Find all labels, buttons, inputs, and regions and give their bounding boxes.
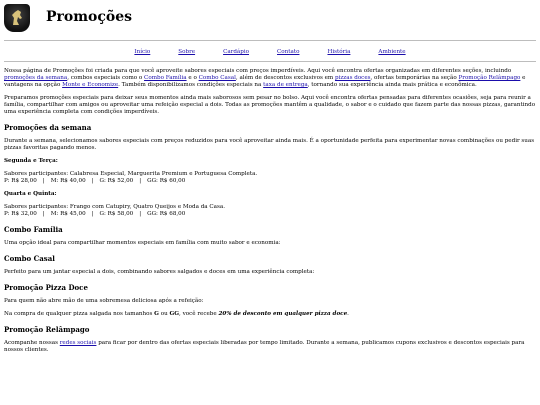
price-m: M: R$ 45,00: [50, 211, 86, 217]
week-description: Durante a semana, selecionamos sabores especiais com preços reduzidos para você aproveitar ainda mais. É a oportunidade perfeita para experimentar novas combinações ou pedir suas pizzas favoritas pagando menos.: [4, 138, 535, 151]
day-heading-mon-tue: Segunda e Terça:: [4, 158, 58, 164]
intro-text: , ofertas temporárias na seção: [370, 75, 459, 81]
price-g: G: R$ 52,00: [99, 178, 134, 184]
link-combo-familia[interactable]: Combo Família: [144, 75, 187, 81]
offer-text: Na compra de qualquer pizza salgada nos tamanhos: [4, 311, 155, 317]
intro-paragraph-2: Preparamos promoções especiais para deixar seus momentos ainda mais saborosos sem pesar no bolso. Aqui você encontra ofertas pensadas para diferentes ocasiões, seja para reunir a família, compartilhar com amigos ou aproveitar uma refeição especial a dois. Todas as promoções mantêm a qualidade, o sabor e o cuidado que fazem parte das nossas pizzas, garantindo uma experiência completa com condições imperdíveis.: [4, 95, 536, 115]
horse-emblem-icon: [7, 7, 27, 29]
nav-link-ambiente[interactable]: Ambiente: [378, 49, 406, 55]
relampago-text: Acompanhe nossas: [4, 340, 60, 346]
combo-casal-description: Perfeito para um jantar especial a dois, combinando sabores salgados e doces em uma experiência completa:: [4, 269, 315, 275]
price-g: G: R$ 58,00: [99, 211, 134, 217]
price-list: [4, 211, 191, 217]
intro-text: , além de descontos exclusivos em: [235, 75, 335, 81]
link-promocoes-semana[interactable]: promoções da semana: [4, 75, 68, 81]
discount-text: 20% de desconto em qualquer pizza doce: [218, 311, 348, 317]
day-heading-wed-thu: Quarta e Quinta:: [4, 191, 57, 197]
price-m: M: R$ 40,00: [50, 178, 86, 184]
price-separator: |: [139, 211, 142, 217]
nav-link-contato[interactable]: Contato: [277, 49, 300, 55]
offer-text: , você recebe: [179, 311, 219, 317]
relampago-text: para ficar por dentro das ofertas especiais liberadas por tempo limitado. Durante a semana, publicamos cupons exclusivos e descontos especiais para nossos clientes.: [4, 340, 525, 353]
logo: [4, 4, 30, 32]
price-list: [4, 178, 191, 184]
link-promocao-relampago[interactable]: Promoção Relâmpago: [458, 75, 521, 81]
nav-link-sobre[interactable]: Sobre: [178, 49, 196, 55]
offer-text: ou: [158, 311, 170, 317]
price-p: P: R$ 28,00: [4, 178, 37, 184]
page-title: Promoções: [46, 9, 133, 25]
link-combo-casal[interactable]: Combo Casal: [198, 75, 236, 81]
size-gg: GG: [169, 311, 180, 317]
link-pizzas-doces[interactable]: pizzas doces: [334, 75, 371, 81]
section-heading-relampago: Promoção Relâmpago: [4, 325, 90, 334]
day-offer-wed-thu: [4, 204, 536, 218]
size-g: G: [154, 311, 159, 317]
relampago-description: [4, 340, 536, 354]
intro-paragraph: [4, 68, 536, 89]
nav-link-historia[interactable]: História: [327, 49, 351, 55]
section-heading-combo-casal: Combo Casal: [4, 254, 55, 263]
price-separator: |: [42, 211, 45, 217]
pizza-doce-offer: [4, 311, 536, 318]
section-heading-pizza-doce: Promoção Pizza Doce: [4, 283, 88, 292]
intro-text: , tornando sua experiência ainda mais prática e econômica.: [307, 82, 477, 88]
price-gg: GG: R$ 68,00: [147, 211, 186, 217]
section-heading-week: Promoções da semana: [4, 123, 92, 132]
price-separator: |: [91, 178, 94, 184]
day-offer-mon-tue: [4, 171, 536, 185]
nav-link-inicio[interactable]: Início: [134, 49, 151, 55]
intro-text: . Também disponibilizamos condições especiais na: [118, 82, 264, 88]
intro-text: e vantagens na opção: [4, 75, 526, 88]
flavors-text: Sabores participantes: Frango com Catupiry, Quatro Queijos e Moda da Casa.: [4, 204, 225, 210]
link-monte-economize[interactable]: Monte e Economize: [62, 82, 119, 88]
price-gg: GG: R$ 60,00: [147, 178, 186, 184]
offer-text: .: [347, 311, 349, 317]
price-separator: |: [91, 211, 94, 217]
intro-text: Nossa página de Promoções foi criada para que você aproveite sabores especiais com preços imperdíveis. Aqui você encontra ofertas organizadas em diferentes seções, incluindo: [4, 68, 512, 74]
price-p: P: R$ 32,00: [4, 211, 37, 217]
link-taxa-entrega[interactable]: taxa de entrega: [263, 82, 308, 88]
main-content: [0, 62, 540, 354]
intro-text: , combos especiais como o: [67, 75, 145, 81]
page-header: [0, 0, 540, 40]
price-separator: |: [139, 178, 142, 184]
nav-link-cardapio[interactable]: Cardápio: [223, 49, 250, 55]
intro-text: e o: [186, 75, 199, 81]
section-heading-combo-familia: Combo Família: [4, 225, 63, 234]
combo-familia-description: Uma opção ideal para compartilhar momentos especiais em família com muito sabor e economia:: [4, 240, 281, 246]
pizza-doce-description: Para quem não abre mão de uma sobremesa deliciosa após a refeição:: [4, 298, 204, 304]
link-redes-sociais[interactable]: redes sociais: [59, 340, 97, 346]
flavors-text: Sabores participantes: Calabresa Especial, Marguerita Premium e Portuguesa Completa.: [4, 171, 258, 177]
price-separator: |: [42, 178, 45, 184]
main-nav: [0, 41, 540, 61]
